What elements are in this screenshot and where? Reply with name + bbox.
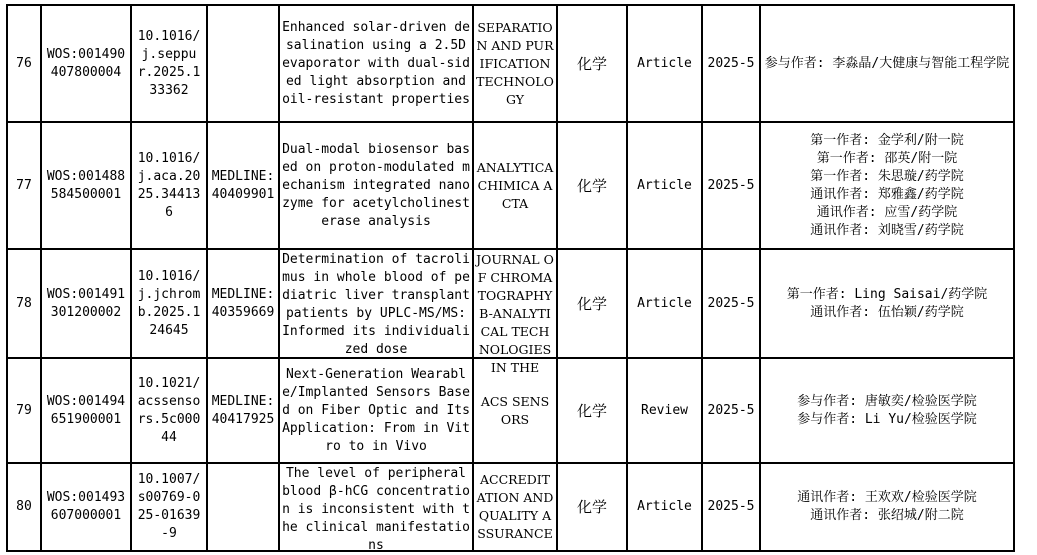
- authors-cell: [760, 463, 1014, 551]
- author-entry: 通讯作者: 伍怡颖/药学院: [810, 304, 964, 320]
- publication-date-cell: [702, 249, 760, 358]
- wos-id-cell: [41, 463, 131, 551]
- document-type-cell: [627, 122, 702, 249]
- publication-date-cell: [702, 5, 760, 122]
- author-list: [763, 286, 1011, 322]
- document-type: Review: [641, 402, 688, 418]
- journal-name-cell: [473, 122, 557, 249]
- medline-id-cell: [207, 122, 279, 249]
- article-title: The level of peripheral blood β-hCG concentration is inconsistent with the clinical manifestations: [282, 466, 470, 553]
- journal-name: ANALYTICA CHIMICA ACTA: [476, 159, 554, 211]
- subject: 化学: [576, 498, 607, 516]
- medline-id-cell: [207, 249, 279, 358]
- row-number-cell: [7, 122, 41, 249]
- publication-date-cell: [702, 463, 760, 551]
- row-number: 76: [16, 55, 32, 71]
- wos-id: WOS:001493607000001: [46, 490, 126, 523]
- table-row: [7, 5, 1014, 122]
- wos-id: WOS:001490407800004: [46, 46, 126, 80]
- author-entry: 第一作者: 朱思璇/药学院: [810, 168, 964, 184]
- document-type: Article: [637, 177, 692, 193]
- doi: 10.1021/acssensors.5c00044: [137, 375, 201, 445]
- authors-cell: [760, 358, 1014, 463]
- journal-name-cell: [473, 5, 557, 122]
- table-row: [7, 122, 1014, 249]
- table-body: [7, 5, 1014, 551]
- document-type-cell: [627, 463, 702, 551]
- journal-name: JOURNAL OF CHROMATOGRAPHY B-ANALYTICAL TECHNOLOGIES IN THE: [476, 252, 554, 375]
- row-number: 78: [16, 295, 32, 311]
- wos-id-cell: [41, 122, 131, 249]
- doi-cell: [131, 358, 207, 463]
- row-number: 77: [16, 177, 32, 193]
- author-entry: 参与作者: Li Yu/检验医学院: [797, 411, 977, 427]
- document-type-cell: [627, 249, 702, 358]
- row-number: 79: [16, 402, 32, 418]
- wos-id-cell: [41, 358, 131, 463]
- author-list: [763, 393, 1011, 429]
- row-number: 80: [16, 499, 32, 514]
- subject-cell: [557, 249, 627, 358]
- article-title-cell: [279, 463, 473, 551]
- article-title-cell: [279, 5, 473, 122]
- publication-date: 2025-5: [707, 55, 755, 71]
- subject: 化学: [576, 176, 607, 195]
- publication-date: 2025-5: [707, 499, 755, 514]
- journal-name-cell: [473, 463, 557, 551]
- author-entry: 第一作者: Ling Saisai/药学院: [786, 286, 988, 302]
- publication-date: 2025-5: [707, 177, 755, 193]
- subject-cell: [557, 358, 627, 463]
- author-list: [763, 489, 1011, 525]
- article-title-cell: [279, 249, 473, 358]
- document-type: Article: [637, 499, 692, 514]
- article-title: Determination of tacrolimus in whole blood of pediatric liver transplant patients by UPLC-MS/MS: Informed its individualized dose: [282, 252, 470, 357]
- doi: 10.1016/j.aca.2025.344136: [137, 150, 201, 220]
- medline-id-cell: [207, 5, 279, 122]
- wos-id: WOS:001491301200002: [46, 286, 126, 320]
- author-entry: 参与作者: 唐敏奕/检验医学院: [797, 393, 977, 409]
- journal-name: SEPARATION AND PURIFICATION TECHNOLOGY: [476, 19, 554, 107]
- document-type-cell: [627, 358, 702, 463]
- medline-id: MEDLINE:40359669: [211, 286, 275, 320]
- article-title-cell: [279, 358, 473, 463]
- authors-cell: [760, 249, 1014, 358]
- document-type: Article: [637, 55, 692, 71]
- author-entry: 通讯作者: 王欢欢/检验医学院: [797, 490, 977, 505]
- doi: 10.1016/j.jchromb.2025.124645: [137, 268, 201, 338]
- journal-name: ACS SENSORS: [480, 393, 550, 427]
- author-list: [763, 132, 1011, 240]
- row-number-cell: [7, 358, 41, 463]
- medline-id-cell: [207, 358, 279, 463]
- author-entry: 通讯作者: 郑雅鑫/药学院: [810, 186, 964, 202]
- table-row: [7, 249, 1014, 358]
- document-type: Article: [637, 295, 692, 311]
- medline-id: MEDLINE:40417925: [211, 393, 275, 427]
- medline-id: MEDLINE:40409901: [211, 168, 275, 202]
- document-type-cell: [627, 5, 702, 122]
- row-number-cell: [7, 5, 41, 122]
- subject: 化学: [576, 294, 607, 313]
- publication-date-cell: [702, 358, 760, 463]
- publication-date: 2025-5: [707, 295, 755, 311]
- article-title: Enhanced solar-driven desalination using a 2.5D evaporator with dual-sided light absorption and oil-resistant properties: [282, 19, 470, 107]
- doi: 10.1007/s00769-025-01639-9: [137, 472, 201, 541]
- author-list: [763, 55, 1011, 73]
- subject: 化学: [576, 401, 607, 420]
- author-entry: 通讯作者: 刘晓雪/药学院: [810, 222, 964, 238]
- wos-id-cell: [41, 5, 131, 122]
- article-title-cell: [279, 122, 473, 249]
- medline-id-cell: [207, 463, 279, 551]
- subject-cell: [557, 463, 627, 551]
- journal-name: ACCREDITATION AND QUALITY ASSURANCE: [476, 472, 554, 541]
- subject-cell: [557, 5, 627, 122]
- journal-name-cell: [473, 249, 557, 375]
- wos-id-cell: [41, 249, 131, 358]
- doi-cell: [131, 5, 207, 122]
- subject: 化学: [576, 54, 607, 73]
- article-title: Dual-modal biosensor based on proton-modulated mechanism integrated nanozyme for acetylcholinesterase analysis: [282, 141, 470, 229]
- subject-cell: [557, 122, 627, 249]
- doi: 10.1016/j.seppur.2025.133362: [137, 28, 201, 98]
- author-entry: 第一作者: 邵英/附一院: [816, 150, 958, 166]
- publication-table: [6, 4, 1015, 552]
- doi-cell: [131, 122, 207, 249]
- row-number-cell: [7, 249, 41, 358]
- doi-cell: [131, 249, 207, 358]
- authors-cell: [760, 5, 1014, 122]
- author-entry: 参与作者: 李淼晶/大健康与智能工程学院: [764, 55, 1010, 71]
- doi-cell: [131, 463, 207, 551]
- author-entry: 通讯作者: 张绍城/附二院: [810, 508, 964, 523]
- publication-date: 2025-5: [707, 402, 755, 418]
- author-entry: 第一作者: 金学利/附一院: [810, 132, 964, 148]
- wos-id: WOS:001488584500001: [46, 168, 126, 202]
- row-number-cell: [7, 463, 41, 551]
- publication-date-cell: [702, 122, 760, 249]
- table-row: [7, 463, 1014, 551]
- author-entry: 通讯作者: 应雪/药学院: [816, 204, 958, 220]
- wos-id: WOS:001494651900001: [46, 393, 126, 427]
- authors-cell: [760, 122, 1014, 249]
- article-title: Next-Generation Wearable/Implanted Sensors Based on Fiber Optic and Its Application: From in Vitro to in Vivo: [282, 366, 470, 454]
